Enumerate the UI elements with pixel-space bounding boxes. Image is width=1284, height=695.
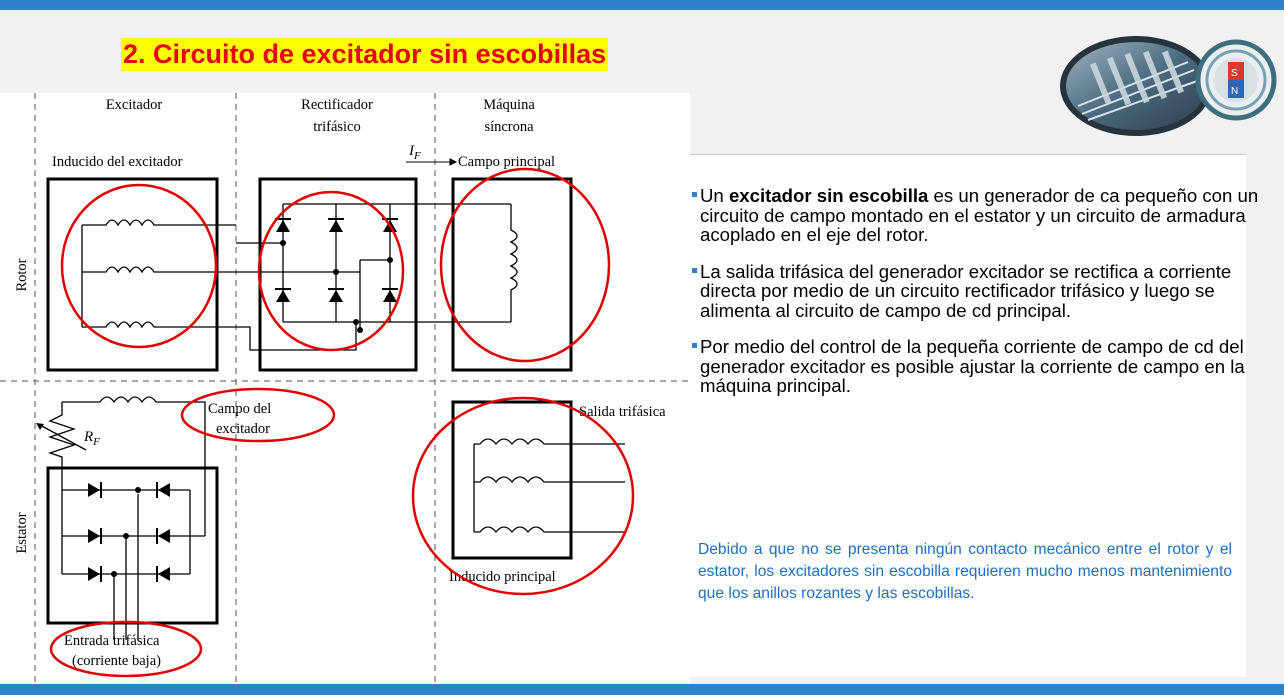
bullet-marker [692,268,697,273]
brushless-exciter-circuit-diagram [0,93,690,683]
bottom-accent-bar [0,684,1284,695]
bullet-text: Un [700,185,729,206]
svg-text:S: S [1231,68,1238,79]
label-inducido-principal: Inducido principal [449,569,556,585]
label-if-current: $I_F$ [409,143,421,162]
maintenance-note: Debido a que no se presenta ningún contacto mecánico entre el rotor y el estator, los excitadores sin escobilla requieren mucho menos mantenimiento que los anillos rozantes y las escobillas. [698,541,1232,602]
bullet-item-2 [692,262,1262,321]
bullet-text: es un generador de ca pequeño con un circuito de campo montado en el estator y un circuito de armadura acoplado en el eje del rotor. [700,185,1259,245]
label-entrada-line1: Entrada trifásica [64,633,160,649]
label-campo-del-line2: excitador [216,421,270,437]
highlight-main-field [441,169,609,361]
highlight-rectifier [259,192,403,350]
bullet-item-3 [692,337,1262,396]
top-accent-bar [0,0,1284,10]
bullet-text: Por medio del control de la pequeña corriente de campo de cd del generador excitador es posible ajustar la corriente de campo en la máquina principal. [700,336,1245,396]
slide-title: 2. Circuito de excitador sin escobillas [123,39,607,69]
bullet-item-1 [692,186,1262,245]
bullet-text: La salida trifásica del generador excitador se rectifica a corriente directa por medio de un circuito rectificador trifásico y luego se alimenta al circuito de campo de cd principal. [700,260,1232,321]
label-campo-del-line1: Campo del [208,401,272,417]
column-header-rectificador-line1: Rectificador [301,97,373,113]
column-header-excitador: Excitador [105,97,163,113]
highlight-main-armature [413,398,633,594]
main-field-winding [453,179,571,370]
turbine-rotor-magnet-icon [1058,28,1278,140]
column-header-rectificador-line2: trifásico [313,119,361,135]
label-rf: $R_F$ [84,429,100,448]
bullet-marker [692,343,697,348]
label-inducido-excitador: Inducido del excitador [52,154,183,170]
exciter-armature [48,179,236,370]
label-salida-trifasica: Salida trifásica [579,404,666,420]
stator-rectifier [48,468,217,640]
column-header-maquina-line1: Máquina [483,97,535,113]
label-entrada-line2: (corriente baja) [72,653,161,669]
label-rotor: Rotor [14,258,30,292]
svg-text:N: N [1231,86,1239,97]
bullet-bold-text: excitador sin escobilla [728,185,929,206]
label-campo-principal: Campo principal [458,154,556,170]
label-estator: Estator [14,512,30,554]
column-header-maquina-line2: síncrona [484,119,534,135]
bullet-list [692,186,1262,413]
bullet-marker [692,192,697,197]
